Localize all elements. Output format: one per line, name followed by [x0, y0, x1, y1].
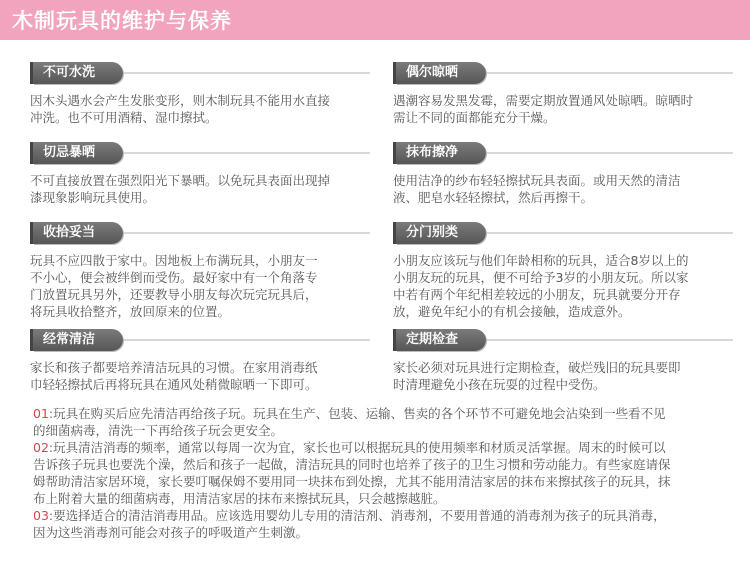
card-heading: 切忌暴晒 — [33, 142, 123, 164]
note-item — [33, 405, 723, 439]
page-title: 木制玩具的维护与保养 — [12, 9, 232, 33]
card-heading: 定期检查 — [396, 329, 486, 351]
card-header — [396, 142, 733, 164]
card-body: 小朋友应该玩与他们年龄相称的玩具，适合8岁以上的 小朋友玩的玩具，便不可给予3岁的小朋友玩。所以家 中若有两个年纪相差较远的小朋友，玩具就要分开存 放，避免年纪小的有机会接触，造成意外。 — [393, 253, 689, 319]
header-divider — [93, 152, 370, 154]
note-item — [33, 507, 723, 541]
header-divider — [93, 232, 370, 234]
header-divider — [456, 152, 733, 154]
header-divider — [456, 339, 733, 341]
card-regular-inspection — [393, 329, 733, 393]
card-regular-cleaning — [30, 329, 370, 393]
note-text: 要选择适合的清洁消毒用品。应该选用婴幼儿专用的清洁剂、消毒剂，不要用普通的消毒剂为孩子的玩具消毒， 因为这些消毒剂可能会对孩子的呼吸道产生刺激。 — [33, 508, 666, 540]
note-text: 玩具在购买后应先清洁再给孩子玩。玩具在生产、包装、运输、售卖的各个环节不可避免地会沾染到一些看不见 的细菌病毒，清洗一下再给孩子玩会更安全。 — [33, 406, 666, 438]
card-header — [33, 142, 370, 164]
card-body: 因木头遇水会产生发胀变形，则木制玩具不能用水直接 冲洗。也不可用酒精、湿巾擦拭。 — [30, 93, 331, 125]
header-divider — [456, 72, 733, 74]
card-no-water-wash — [30, 62, 370, 126]
card-header — [33, 62, 370, 84]
card-header — [33, 222, 370, 244]
card-heading: 偶尔晾晒 — [396, 62, 486, 84]
card-body: 家长和孩子都要培养清洁玩具的习惯。在家用消毒纸 巾轻轻擦拭后再将玩具在通风处稍微晾晒一下即可。 — [30, 360, 318, 392]
header-divider — [93, 339, 370, 341]
header-divider — [93, 72, 370, 74]
card-body: 遇潮容易发黑发霉，需要定期放置通风处晾晒。晾晒时 需让不同的面都能充分干燥。 — [393, 93, 694, 125]
card-wipe-clean — [393, 142, 733, 206]
title-bar — [0, 0, 750, 40]
card-heading: 不可水洗 — [33, 62, 123, 84]
card-header — [396, 329, 733, 351]
card-header — [396, 62, 733, 84]
card-header — [33, 329, 370, 351]
card-header — [396, 222, 733, 244]
note-item — [33, 439, 723, 507]
note-number: 01: — [33, 406, 54, 421]
card-heading: 收拾妥当 — [33, 222, 123, 244]
card-body: 玩具不应四散于家中。因地板上布满玩具，小朋友一 不小心，便会被绊倒而受伤。最好家中有一个角落专 门放置玩具另外，还要教导小朋友每次玩完玩具后， 将玩具收拾整齐，放回原来的位置。 — [30, 253, 318, 319]
notes-section — [33, 405, 723, 541]
card-avoid-sun-exposure — [30, 142, 370, 206]
card-tidy-up — [30, 222, 370, 320]
card-body: 使用洁净的纱布轻轻擦拭玩具表面。或用天然的清洁 液、肥皂水轻轻擦拭，然后再擦干。 — [393, 173, 681, 205]
card-heading: 分门别类 — [396, 222, 486, 244]
note-text: 玩具清洁消毒的频率，通常以每周一次为宜，家长也可以根据玩具的使用频率和材质灵活掌握。周末的时候可以 告诉孩子玩具也要洗个澡，然后和孩子一起做，清洁玩具的同时也培养了孩子的卫生习惯和劳动能力。有些家庭请保 姆帮助清洁家居环境，家长要叮嘱保姆不要用同一块抹布到处擦，尤其不能用清洁家居的抹布来擦拭孩子的玩具，抹 布上附着大量的细菌病毒，用清洁家居的抹布来擦拭玩具，只会越擦越脏。 — [33, 440, 671, 506]
card-occasional-airing — [393, 62, 733, 126]
card-body: 家长必须对玩具进行定期检查，破烂残旧的玩具要即 时清理避免小孩在玩耍的过程中受伤。 — [393, 360, 681, 392]
card-heading: 经常清洁 — [33, 329, 123, 351]
header-divider — [456, 232, 733, 234]
card-categorize — [393, 222, 733, 320]
card-body: 不可直接放置在强烈阳光下暴晒。以免玩具表面出现掉 漆现象影响玩具使用。 — [30, 173, 331, 205]
note-number: 02: — [33, 440, 54, 455]
card-heading: 抹布擦净 — [396, 142, 486, 164]
note-number: 03: — [33, 508, 54, 523]
